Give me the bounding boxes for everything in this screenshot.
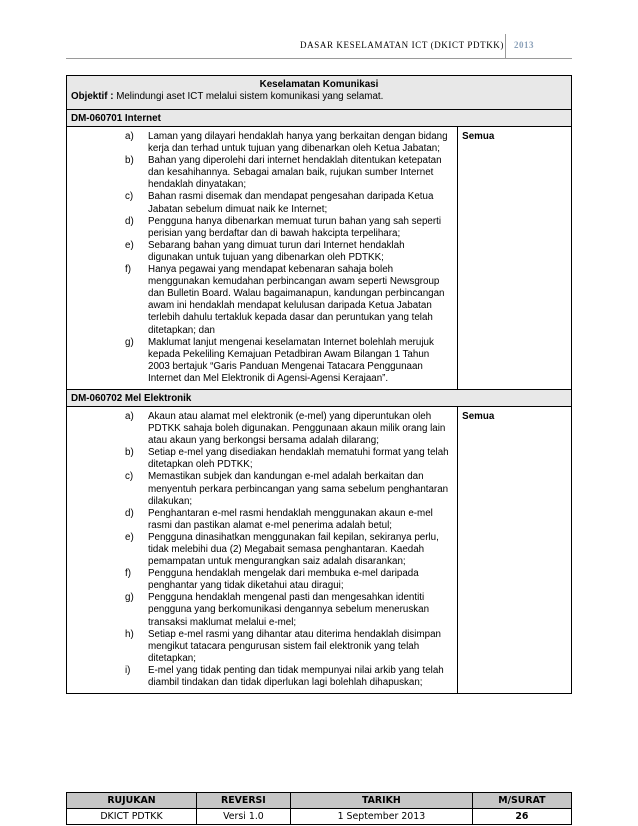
policy-item [125, 337, 451, 385]
item-text: Pengguna hendaklah mengenal pasti dan mengesahkan identiti pengguna yang berkomunikasi dengannya sebelum meneruskan transaksi maklumat melalui e-mel; [148, 592, 430, 628]
item-text: Memastikan subjek dan kandungan e-mel adalah berkaitan dan menyentuh perkara perbincangan yang sama sebelum penghantaran dilakukan; [148, 471, 449, 507]
item-marker: e) [125, 239, 134, 251]
header-rule [66, 58, 572, 59]
header-divider [505, 34, 506, 58]
footer-header-msurat: M/SURAT [472, 793, 571, 809]
item-marker: e) [125, 531, 134, 543]
policy-content-email [67, 406, 458, 693]
item-marker: a) [125, 131, 134, 142]
item-text: Pengguna hanya dibenarkan memuat turun bahan yang sah seperti perisian yang berdaftar dan di bawah hakcipta terpelihara; [148, 215, 442, 239]
document-year: 2013 [514, 40, 534, 50]
policy-applies-to-internet: Semua [458, 127, 572, 390]
policy-items-email [125, 411, 451, 689]
footer-value-reversi: Versi 1.0 [196, 809, 290, 825]
footer-value-rujukan: DKICT PDTKK [67, 809, 197, 825]
policy-item [125, 155, 451, 191]
item-marker: d) [125, 507, 134, 519]
objective-text: Melindungi aset ICT melalui sistem komunikasi yang selamat. [113, 91, 384, 102]
policy-item [125, 240, 451, 264]
item-text: Setiap e-mel yang disediakan hendaklah mematuhi format yang telah ditetapkan oleh PDTKK; [148, 447, 449, 471]
page-header [0, 0, 638, 62]
section-objective [71, 91, 567, 102]
item-marker: a) [125, 410, 134, 422]
policy-item [125, 665, 451, 689]
item-marker: c) [125, 191, 134, 203]
policy-content-internet [67, 127, 458, 390]
policy-item [125, 508, 451, 532]
policy-item [125, 568, 451, 592]
footer-value-tarikh: 1 September 2013 [290, 809, 472, 825]
item-text: Laman yang dilayari hendaklah hanya yang berkaitan dengan bidang kerja dan terhad untuk tujuan yang dibenarkan oleh Ketua Jabatan; [148, 131, 448, 155]
policy-item [125, 264, 451, 337]
item-marker: b) [125, 447, 134, 459]
item-marker: g) [125, 592, 134, 604]
item-marker: c) [125, 471, 134, 483]
item-text: Bahan rasmi disemak dan mendapat pengesahan daripada Ketua Jabatan sebelum dimuat naik ke Internet; [148, 191, 434, 215]
item-text: Pengguna hendaklah mengelak dari membuka e-mel daripada penghantar yang tidak diketahui atau diragui; [148, 568, 419, 592]
footer-header-rujukan: RUJUKAN [67, 793, 197, 809]
policy-item [125, 216, 451, 240]
footer-header-tarikh: TARIKH [290, 793, 472, 809]
item-marker: i) [125, 664, 131, 676]
item-text: Pengguna dinasihatkan menggunakan fail kepilan, sekiranya perlu, tidak melebihi dua (2) Megabait semasa penghantaran. Kaedah pemampatan untuk mengurangkan saiz adalah disarankan; [148, 531, 439, 568]
policy-code-email: DM-060702 Mel Elektronik [67, 389, 572, 406]
item-marker: h) [125, 628, 134, 640]
policy-item [125, 191, 451, 215]
item-marker: f) [125, 264, 131, 276]
policy-item [125, 471, 451, 507]
footer-header-reversi: REVERSI [196, 793, 290, 809]
item-text: Setiap e-mel rasmi yang dihantar atau diterima hendaklah disimpan mengikut tatacara pengurusan sistem fail elektronik yang telah ditetapkan; [148, 628, 441, 664]
policy-applies-to-email: Semua [458, 406, 572, 693]
policy-item [125, 131, 451, 155]
item-marker: d) [125, 215, 134, 227]
document-title: DASAR KESELAMATAN ICT (DKICT PDTKK) [300, 40, 504, 50]
item-marker: b) [125, 155, 134, 167]
policy-item [125, 411, 451, 447]
policy-item [125, 592, 451, 628]
item-marker: g) [125, 336, 134, 348]
policy-item [125, 629, 451, 665]
policy-items-internet [125, 131, 451, 385]
item-text: Penghantaran e-mel rasmi hendaklah menggunakan akaun e-mel rasmi dan pastikan alamat e-mel penerima adalah betul; [148, 507, 433, 531]
policy-code-internet: DM-060701 Internet [67, 110, 572, 127]
policy-table [66, 75, 572, 694]
item-marker: f) [125, 568, 131, 580]
policy-item [125, 532, 451, 568]
item-text: Akaun atau alamat mel elektronik (e-mel) yang diperuntukan oleh PDTKK sahaja boleh digunakan. Penggunaan akaun milik orang lain atau akaun yang berkongsi bersama adalah dilarang; [148, 410, 446, 447]
item-text: Bahan yang diperolehi dari internet hendaklah ditentukan ketepatan dan kesahihannya. Sebagai amalan baik, rujukan sumber Internet hendaklah dinyatakan; [148, 155, 442, 191]
section-heading-cell [67, 76, 572, 110]
footer-table [66, 792, 572, 825]
item-text: E-mel yang tidak penting dan tidak mempunyai nilai arkib yang telah diambil tindakan dan tidak diperlukan lagi bolehlah dihapuskan; [148, 664, 444, 689]
objective-label: Objektif : [71, 91, 114, 102]
item-text: Hanya pegawai yang mendapat kebenaran sahaja boleh menggunakan kemudahan perbincangan awam seperti Newsgroup dan Bulletin Board. Walau bagaimanapun, kandungan perbincangan awam ini hendaklah mendapat kelulusan daripada Ketua Jabatan terlebih dahulu tertakluk kepada dasar dan peruntukan yang telah ditetapkan; dan [148, 264, 445, 336]
policy-item [125, 447, 451, 471]
section-title: Keselamatan Komunikasi [259, 79, 379, 90]
item-text: Sebarang bahan yang dimuat turun dari Internet hendaklah digunakan untuk tujuan yang dibenarkan oleh PDTKK; [148, 239, 405, 263]
item-text: Maklumat lanjut mengenai keselamatan Internet bolehlah merujuk kepada Pekeliling Kemajuan Petadbiran Awam Bilangan 1 Tahun 2003 bertajuk “Garis Panduan Mengenai Tatacara Penggunaan Internet dan Mel Elektronik di Agensi-Agensi Kerajaan”. [148, 336, 434, 384]
footer-value-page: 26 [472, 809, 571, 825]
